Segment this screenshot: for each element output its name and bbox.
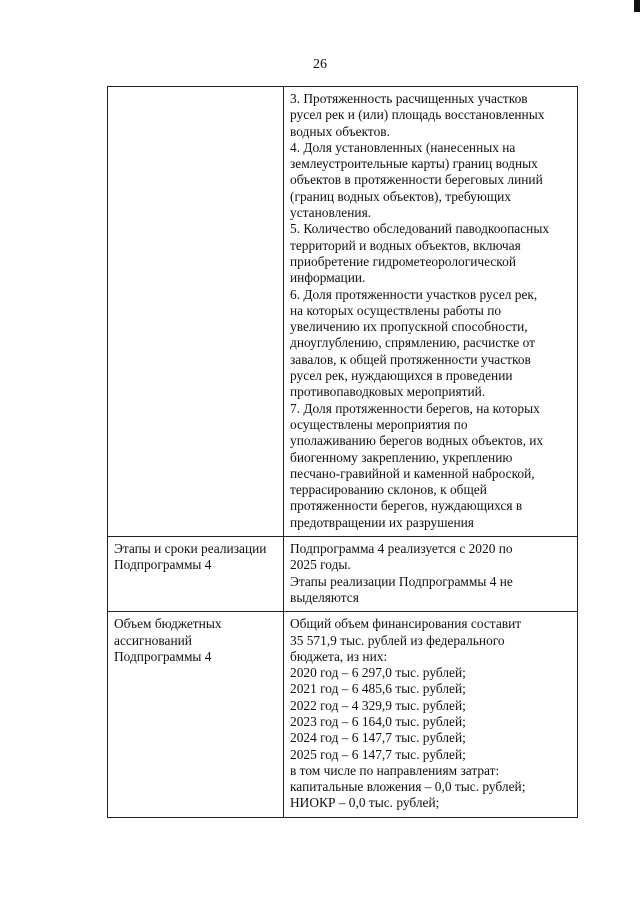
table-row (108, 612, 578, 818)
content-line: информации. (290, 270, 366, 286)
content-line: землеустроительные карты) границ водных (290, 156, 538, 172)
content-line: в том числе по направлениям затрат: (290, 762, 500, 778)
content-line: 35 571,9 тыс. рублей из федерального (290, 632, 505, 648)
content-line: дноуглублению, спрямлению, расчистке от (290, 335, 535, 351)
content-line: противопаводковых мероприятий. (290, 384, 486, 400)
table-row (108, 537, 578, 612)
content-line: установления. (290, 205, 372, 221)
scan-corner-mark (634, 0, 640, 12)
label-line: Подпрограммы 4 (114, 557, 212, 573)
content-line: объектов в протяженности береговых линий (290, 172, 543, 188)
label-line: Подпрограммы 4 (114, 648, 212, 664)
content-line: на которых осуществлены работы по (290, 302, 502, 318)
content-line: Подпрограмма 4 реализуется с 2020 по (290, 541, 513, 557)
content-line: протяженности берегов, нуждающихся в (290, 498, 523, 514)
label-line: Объем бюджетных (114, 616, 222, 632)
content-line: Общий объем финансирования составит (290, 616, 522, 632)
content-line: бюджета, из них: (290, 648, 388, 664)
row-content-cell (284, 612, 578, 818)
content-line: завалов, к общей протяженности участков (290, 351, 531, 367)
content-line: 2023 год – 6 164,0 тыс. рублей; (290, 713, 466, 729)
content-line: 3. Протяженность расчищенных участков (290, 91, 528, 106)
content-line: 5. Количество обследований паводкоопасных (290, 221, 550, 237)
content-line: предотвращении их разрушения (290, 514, 474, 530)
content-line: 2025 годы. (290, 557, 351, 573)
content-line: 4. Доля установленных (нанесенных на (290, 139, 516, 155)
content-line: русел рек, нуждающихся в проведении (290, 368, 513, 384)
content-line: выделяются (290, 589, 359, 605)
passport-table (107, 86, 578, 818)
content-line: 2020 год – 6 297,0 тыс. рублей; (290, 665, 466, 681)
content-line: территорий и водных объектов, включая (290, 237, 521, 253)
content-line: 7. Доля протяженности берегов, на которых (290, 400, 540, 416)
content-line: 6. Доля протяженности участков русел рек, (290, 286, 538, 302)
content-line: приобретение гидрометеорологической (290, 253, 516, 269)
row-label-cell (108, 87, 284, 537)
content-line: Этапы реализации Подпрограммы 4 не (290, 573, 513, 589)
content-line: биогенному закреплению, укреплению (290, 449, 513, 465)
row-content-cell (284, 537, 578, 612)
content-line: 2025 год – 6 147,7 тыс. рублей; (290, 746, 466, 762)
content-line: 2024 год – 6 147,7 тыс. рублей; (290, 730, 466, 746)
label-line: Этапы и сроки реализации (114, 541, 267, 557)
passport-table-body (108, 87, 578, 818)
table-row (108, 87, 578, 537)
row-content-cell (284, 87, 578, 537)
content-line: террасированию склонов, к общей (290, 482, 487, 498)
content-line: уполаживанию берегов водных объектов, их (290, 433, 544, 449)
content-line: капитальные вложения – 0,0 тыс. рублей; (290, 779, 526, 795)
row-label-cell (108, 612, 284, 818)
content-line: 2021 год – 6 485,6 тыс. рублей; (290, 681, 466, 697)
content-line: русел рек и (или) площадь восстановленных (290, 107, 545, 123)
page-number: 26 (313, 57, 327, 72)
content-line: НИОКР – 0,0 тыс. рублей; (290, 795, 440, 811)
label-line: ассигнований (114, 632, 192, 648)
content-line: песчано-гравийной и каменной наброской, (290, 465, 535, 481)
content-line: водных объектов. (290, 123, 390, 139)
content-line: осуществлены мероприятия по (290, 416, 468, 432)
row-label-cell (108, 537, 284, 612)
content-line: 2022 год – 4 329,9 тыс. рублей; (290, 697, 466, 713)
content-line: увеличению их пропускной способности, (290, 319, 528, 335)
content-line: (границ водных объектов), требующих (290, 188, 512, 204)
